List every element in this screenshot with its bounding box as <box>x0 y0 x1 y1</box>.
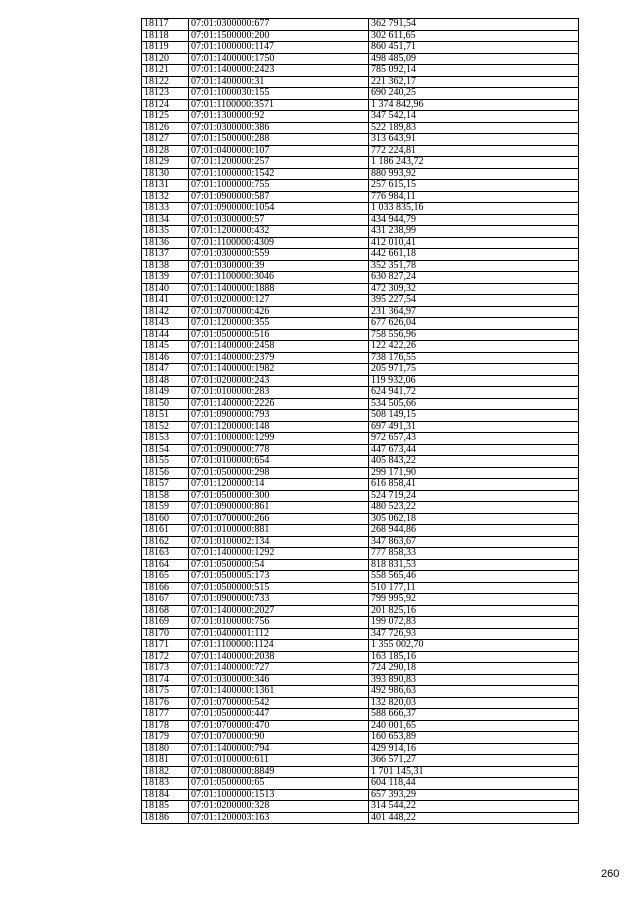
table-row <box>142 490 579 502</box>
cadastral-number-cell: 07:01:0700000:90 <box>189 732 369 744</box>
cadastral-value-cell: 558 565,46 <box>369 571 579 583</box>
table-row <box>142 502 579 514</box>
cadastral-value-cell: 434 944,79 <box>369 214 579 226</box>
cadastral-number-cell: 07:01:1400000:1361 <box>189 686 369 698</box>
table-row <box>142 663 579 675</box>
cadastral-value-cell: 132 820,03 <box>369 697 579 709</box>
row-number-cell: 18124 <box>142 99 189 111</box>
row-number-cell: 18179 <box>142 732 189 744</box>
row-number-cell: 18160 <box>142 513 189 525</box>
table-row <box>142 306 579 318</box>
cadastral-number-cell: 07:01:0400001:112 <box>189 628 369 640</box>
cadastral-number-cell: 07:01:1100000:1124 <box>189 640 369 652</box>
cadastral-number-cell: 07:01:1400000:2038 <box>189 651 369 663</box>
cadastral-number-cell: 07:01:0700000:470 <box>189 720 369 732</box>
table-row <box>142 364 579 376</box>
table-row <box>142 180 579 192</box>
row-number-cell: 18158 <box>142 490 189 502</box>
row-number-cell: 18117 <box>142 19 189 31</box>
table-row <box>142 479 579 491</box>
cadastral-value-cell: 860 451,71 <box>369 42 579 54</box>
row-number-cell: 18182 <box>142 766 189 778</box>
table-row <box>142 272 579 284</box>
row-number-cell: 18186 <box>142 812 189 824</box>
table-row <box>142 525 579 537</box>
row-number-cell: 18176 <box>142 697 189 709</box>
row-number-cell: 18159 <box>142 502 189 514</box>
row-number-cell: 18118 <box>142 30 189 42</box>
cadastral-value-cell: 395 227,54 <box>369 295 579 307</box>
cadastral-number-cell: 07:01:0300000:346 <box>189 674 369 686</box>
cadastral-number-cell: 07:01:1400000:2379 <box>189 352 369 364</box>
cadastral-value-cell: 604 118,44 <box>369 778 579 790</box>
cadastral-value-cell: 347 863,67 <box>369 536 579 548</box>
row-number-cell: 18148 <box>142 375 189 387</box>
table-row <box>142 99 579 111</box>
cadastral-value-cell: 785 092,14 <box>369 65 579 77</box>
cadastral-number-cell: 07:01:0500000:447 <box>189 709 369 721</box>
cadastral-number-cell: 07:01:1400000:1750 <box>189 53 369 65</box>
row-number-cell: 18132 <box>142 191 189 203</box>
cadastral-value-cell: 429 914,16 <box>369 743 579 755</box>
cadastral-value-table <box>141 18 579 824</box>
cadastral-number-cell: 07:01:1400000:1982 <box>189 364 369 376</box>
cadastral-value-cell: 347 542,14 <box>369 111 579 123</box>
cadastral-value-cell: 221 362,17 <box>369 76 579 88</box>
row-number-cell: 18131 <box>142 180 189 192</box>
row-number-cell: 18151 <box>142 410 189 422</box>
table-row <box>142 674 579 686</box>
cadastral-value-cell: 818 831,53 <box>369 559 579 571</box>
cadastral-number-cell: 07:01:0500000:300 <box>189 490 369 502</box>
row-number-cell: 18170 <box>142 628 189 640</box>
row-number-cell: 18161 <box>142 525 189 537</box>
cadastral-number-cell: 07:01:1000000:1147 <box>189 42 369 54</box>
row-number-cell: 18157 <box>142 479 189 491</box>
row-number-cell: 18125 <box>142 111 189 123</box>
cadastral-number-cell: 07:01:1400000:2458 <box>189 341 369 353</box>
cadastral-value-cell: 972 657,43 <box>369 433 579 445</box>
table-row <box>142 582 579 594</box>
cadastral-value-cell: 122 422,26 <box>369 341 579 353</box>
table-row <box>142 548 579 560</box>
cadastral-value-cell: 314 544,22 <box>369 801 579 813</box>
cadastral-value-cell: 257 615,15 <box>369 180 579 192</box>
cadastral-number-cell: 07:01:0100000:756 <box>189 617 369 629</box>
row-number-cell: 18133 <box>142 203 189 215</box>
cadastral-value-cell: 405 843,22 <box>369 456 579 468</box>
row-number-cell: 18122 <box>142 76 189 88</box>
table-row <box>142 513 579 525</box>
table-row <box>142 456 579 468</box>
cadastral-value-cell: 524 719,24 <box>369 490 579 502</box>
table-row <box>142 260 579 272</box>
cadastral-value-cell: 724 290,18 <box>369 663 579 675</box>
row-number-cell: 18145 <box>142 341 189 353</box>
table-row <box>142 605 579 617</box>
cadastral-number-cell: 07:01:0200000:243 <box>189 375 369 387</box>
row-number-cell: 18154 <box>142 444 189 456</box>
cadastral-value-cell: 447 673,44 <box>369 444 579 456</box>
row-number-cell: 18181 <box>142 755 189 767</box>
cadastral-number-cell: 07:01:1100000:3571 <box>189 99 369 111</box>
cadastral-number-cell: 07:01:1400000:31 <box>189 76 369 88</box>
table-row <box>142 191 579 203</box>
cadastral-value-cell: 347 726,93 <box>369 628 579 640</box>
table-row <box>142 387 579 399</box>
cadastral-number-cell: 07:01:0900000:778 <box>189 444 369 456</box>
table-row <box>142 789 579 801</box>
cadastral-number-cell: 07:01:0300000:386 <box>189 122 369 134</box>
table-row <box>142 801 579 813</box>
cadastral-number-cell: 07:01:0500000:298 <box>189 467 369 479</box>
row-number-cell: 18174 <box>142 674 189 686</box>
cadastral-value-cell: 366 571,27 <box>369 755 579 767</box>
cadastral-value-cell: 1 033 835,16 <box>369 203 579 215</box>
row-number-cell: 18129 <box>142 157 189 169</box>
row-number-cell: 18121 <box>142 65 189 77</box>
table-row <box>142 283 579 295</box>
cadastral-number-cell: 07:01:0800000:8849 <box>189 766 369 778</box>
row-number-cell: 18138 <box>142 260 189 272</box>
row-number-cell: 18156 <box>142 467 189 479</box>
cadastral-number-cell: 07:01:0300000:57 <box>189 214 369 226</box>
row-number-cell: 18166 <box>142 582 189 594</box>
table-row <box>142 352 579 364</box>
row-number-cell: 18172 <box>142 651 189 663</box>
cadastral-value-cell: 758 556,96 <box>369 329 579 341</box>
table-row <box>142 76 579 88</box>
cadastral-number-cell: 07:01:1000000:1542 <box>189 168 369 180</box>
table-row <box>142 697 579 709</box>
cadastral-number-cell: 07:01:0900000:733 <box>189 594 369 606</box>
cadastral-number-cell: 07:01:0500000:516 <box>189 329 369 341</box>
row-number-cell: 18123 <box>142 88 189 100</box>
cadastral-number-cell: 07:01:0500005:173 <box>189 571 369 583</box>
row-number-cell: 18136 <box>142 237 189 249</box>
cadastral-number-cell: 07:01:1500000:200 <box>189 30 369 42</box>
cadastral-value-cell: 201 825,16 <box>369 605 579 617</box>
table-row <box>142 421 579 433</box>
row-number-cell: 18135 <box>142 226 189 238</box>
cadastral-number-cell: 07:01:0100000:881 <box>189 525 369 537</box>
cadastral-value-cell: 401 448,22 <box>369 812 579 824</box>
cadastral-value-cell: 119 932,06 <box>369 375 579 387</box>
row-number-cell: 18163 <box>142 548 189 560</box>
table-row <box>142 709 579 721</box>
row-number-cell: 18137 <box>142 249 189 261</box>
table-row <box>142 30 579 42</box>
cadastral-number-cell: 07:01:1200000:14 <box>189 479 369 491</box>
cadastral-number-cell: 07:01:1000030:155 <box>189 88 369 100</box>
cadastral-number-cell: 07:01:0900000:1054 <box>189 203 369 215</box>
row-number-cell: 18128 <box>142 145 189 157</box>
cadastral-value-cell: 624 941,72 <box>369 387 579 399</box>
table-row <box>142 214 579 226</box>
row-number-cell: 18140 <box>142 283 189 295</box>
row-number-cell: 18165 <box>142 571 189 583</box>
cadastral-value-cell: 431 238,99 <box>369 226 579 238</box>
cadastral-value-cell: 697 491,31 <box>369 421 579 433</box>
cadastral-value-cell: 498 485,09 <box>369 53 579 65</box>
table-row <box>142 628 579 640</box>
cadastral-number-cell: 07:01:0400000:107 <box>189 145 369 157</box>
cadastral-value-cell: 508 149,15 <box>369 410 579 422</box>
cadastral-number-cell: 07:01:0200000:328 <box>189 801 369 813</box>
table-row <box>142 65 579 77</box>
cadastral-number-cell: 07:01:0100000:283 <box>189 387 369 399</box>
cadastral-value-cell: 412 010,41 <box>369 237 579 249</box>
cadastral-value-cell: 690 240,25 <box>369 88 579 100</box>
table-row <box>142 444 579 456</box>
table-row <box>142 732 579 744</box>
cadastral-value-cell: 240 001,65 <box>369 720 579 732</box>
table-row <box>142 168 579 180</box>
cadastral-value-cell: 163 185,16 <box>369 651 579 663</box>
table-row <box>142 720 579 732</box>
row-number-cell: 18169 <box>142 617 189 629</box>
cadastral-value-cell: 268 944,86 <box>369 525 579 537</box>
table-row <box>142 88 579 100</box>
cadastral-value-cell: 231 364,97 <box>369 306 579 318</box>
cadastral-value-cell: 799 995,92 <box>369 594 579 606</box>
cadastral-value-cell: 393 890,83 <box>369 674 579 686</box>
cadastral-number-cell: 07:01:0500000:65 <box>189 778 369 790</box>
row-number-cell: 18142 <box>142 306 189 318</box>
cadastral-value-cell: 534 505,66 <box>369 398 579 410</box>
cadastral-value-cell: 199 072,83 <box>369 617 579 629</box>
table-row <box>142 812 579 824</box>
table-row <box>142 318 579 330</box>
cadastral-number-cell: 07:01:0700000:266 <box>189 513 369 525</box>
row-number-cell: 18162 <box>142 536 189 548</box>
cadastral-number-cell: 07:01:0700000:426 <box>189 306 369 318</box>
cadastral-value-cell: 1 701 145,31 <box>369 766 579 778</box>
table-row <box>142 203 579 215</box>
page-number: 260 <box>601 868 620 880</box>
table-row <box>142 295 579 307</box>
cadastral-value-cell: 299 171,90 <box>369 467 579 479</box>
cadastral-value-cell: 160 653,89 <box>369 732 579 744</box>
row-number-cell: 18171 <box>142 640 189 652</box>
cadastral-number-cell: 07:01:1300000:92 <box>189 111 369 123</box>
row-number-cell: 18130 <box>142 168 189 180</box>
table-row <box>142 398 579 410</box>
row-number-cell: 18150 <box>142 398 189 410</box>
cadastral-number-cell: 07:01:0100000:654 <box>189 456 369 468</box>
cadastral-value-cell: 205 971,75 <box>369 364 579 376</box>
row-number-cell: 18127 <box>142 134 189 146</box>
cadastral-number-cell: 07:01:1400000:1292 <box>189 548 369 560</box>
cadastral-number-cell: 07:01:0900000:793 <box>189 410 369 422</box>
row-number-cell: 18184 <box>142 789 189 801</box>
cadastral-value-cell: 362 791,54 <box>369 19 579 31</box>
cadastral-value-cell: 302 611,65 <box>369 30 579 42</box>
table-row <box>142 341 579 353</box>
cadastral-number-cell: 07:01:1200000:148 <box>189 421 369 433</box>
cadastral-number-cell: 07:01:1400000:794 <box>189 743 369 755</box>
cadastral-value-cell: 522 189,83 <box>369 122 579 134</box>
table-row <box>142 42 579 54</box>
cadastral-number-cell: 07:01:1000000:755 <box>189 180 369 192</box>
cadastral-number-cell: 07:01:0300000:559 <box>189 249 369 261</box>
cadastral-value-cell: 442 661,18 <box>369 249 579 261</box>
table-row <box>142 53 579 65</box>
row-number-cell: 18134 <box>142 214 189 226</box>
cadastral-number-cell: 07:01:0700000:542 <box>189 697 369 709</box>
row-number-cell: 18143 <box>142 318 189 330</box>
cadastral-value-cell: 480 523,22 <box>369 502 579 514</box>
table-row <box>142 122 579 134</box>
table-row <box>142 329 579 341</box>
table-row <box>142 559 579 571</box>
cadastral-number-cell: 07:01:0500000:54 <box>189 559 369 571</box>
table-row <box>142 743 579 755</box>
cadastral-number-cell: 07:01:1000000:1299 <box>189 433 369 445</box>
table-row <box>142 249 579 261</box>
row-number-cell: 18120 <box>142 53 189 65</box>
table-row <box>142 536 579 548</box>
cadastral-number-cell: 07:01:0300000:677 <box>189 19 369 31</box>
table-row <box>142 467 579 479</box>
row-number-cell: 18119 <box>142 42 189 54</box>
table-body <box>142 19 579 824</box>
row-number-cell: 18168 <box>142 605 189 617</box>
cadastral-value-cell: 677 626,04 <box>369 318 579 330</box>
table-row <box>142 433 579 445</box>
cadastral-value-cell: 880 993,92 <box>369 168 579 180</box>
cadastral-number-cell: 07:01:1100000:3046 <box>189 272 369 284</box>
row-number-cell: 18177 <box>142 709 189 721</box>
cadastral-value-cell: 313 643,91 <box>369 134 579 146</box>
table-row <box>142 651 579 663</box>
table-row <box>142 617 579 629</box>
row-number-cell: 18185 <box>142 801 189 813</box>
row-number-cell: 18173 <box>142 663 189 675</box>
cadastral-number-cell: 07:01:1200000:432 <box>189 226 369 238</box>
table-row <box>142 755 579 767</box>
table-row <box>142 145 579 157</box>
cadastral-number-cell: 07:01:1400000:727 <box>189 663 369 675</box>
cadastral-number-cell: 07:01:0500000:515 <box>189 582 369 594</box>
table-row <box>142 157 579 169</box>
cadastral-value-cell: 352 351,78 <box>369 260 579 272</box>
row-number-cell: 18178 <box>142 720 189 732</box>
table-row <box>142 640 579 652</box>
cadastral-value-cell: 630 827,24 <box>369 272 579 284</box>
row-number-cell: 18183 <box>142 778 189 790</box>
row-number-cell: 18144 <box>142 329 189 341</box>
row-number-cell: 18153 <box>142 433 189 445</box>
cadastral-value-cell: 588 666,37 <box>369 709 579 721</box>
table-row <box>142 766 579 778</box>
cadastral-number-cell: 07:01:1100000:4309 <box>189 237 369 249</box>
row-number-cell: 18167 <box>142 594 189 606</box>
cadastral-number-cell: 07:01:1200000:355 <box>189 318 369 330</box>
cadastral-number-cell: 07:01:1200000:257 <box>189 157 369 169</box>
cadastral-number-cell: 07:01:0100002:134 <box>189 536 369 548</box>
row-number-cell: 18180 <box>142 743 189 755</box>
cadastral-value-cell: 777 858,33 <box>369 548 579 560</box>
cadastral-number-cell: 07:01:0300000:39 <box>189 260 369 272</box>
cadastral-number-cell: 07:01:1200003:163 <box>189 812 369 824</box>
cadastral-value-cell: 472 309,32 <box>369 283 579 295</box>
cadastral-value-cell: 492 986,63 <box>369 686 579 698</box>
table-row <box>142 410 579 422</box>
table-row <box>142 571 579 583</box>
table-row <box>142 686 579 698</box>
row-number-cell: 18155 <box>142 456 189 468</box>
table-row <box>142 594 579 606</box>
cadastral-number-cell: 07:01:1400000:2027 <box>189 605 369 617</box>
cadastral-value-cell: 616 858,41 <box>369 479 579 491</box>
cadastral-number-cell: 07:01:0200000:127 <box>189 295 369 307</box>
cadastral-number-cell: 07:01:0900000:861 <box>189 502 369 514</box>
cadastral-value-cell: 657 393,29 <box>369 789 579 801</box>
row-number-cell: 18141 <box>142 295 189 307</box>
table-row <box>142 375 579 387</box>
table-row <box>142 19 579 31</box>
cadastral-number-cell: 07:01:1000000:1513 <box>189 789 369 801</box>
cadastral-number-cell: 07:01:1400000:2226 <box>189 398 369 410</box>
table-row <box>142 778 579 790</box>
table-row <box>142 226 579 238</box>
row-number-cell: 18149 <box>142 387 189 399</box>
row-number-cell: 18152 <box>142 421 189 433</box>
row-number-cell: 18146 <box>142 352 189 364</box>
cadastral-value-cell: 1 186 243,72 <box>369 157 579 169</box>
cadastral-number-cell: 07:01:1500000:288 <box>189 134 369 146</box>
row-number-cell: 18175 <box>142 686 189 698</box>
cadastral-number-cell: 07:01:0100000:611 <box>189 755 369 767</box>
cadastral-value-cell: 738 176,55 <box>369 352 579 364</box>
cadastral-value-cell: 1 374 842,96 <box>369 99 579 111</box>
cadastral-value-cell: 510 177,11 <box>369 582 579 594</box>
cadastral-value-cell: 772 224,81 <box>369 145 579 157</box>
row-number-cell: 18139 <box>142 272 189 284</box>
table-row <box>142 111 579 123</box>
table-row <box>142 134 579 146</box>
cadastral-value-cell: 776 984,11 <box>369 191 579 203</box>
cadastral-value-cell: 305 062,18 <box>369 513 579 525</box>
row-number-cell: 18147 <box>142 364 189 376</box>
table-row <box>142 237 579 249</box>
cadastral-number-cell: 07:01:0900000:587 <box>189 191 369 203</box>
cadastral-value-cell: 1 355 002,70 <box>369 640 579 652</box>
cadastral-number-cell: 07:01:1400000:2423 <box>189 65 369 77</box>
cadastral-number-cell: 07:01:1400000:1888 <box>189 283 369 295</box>
row-number-cell: 18164 <box>142 559 189 571</box>
row-number-cell: 18126 <box>142 122 189 134</box>
